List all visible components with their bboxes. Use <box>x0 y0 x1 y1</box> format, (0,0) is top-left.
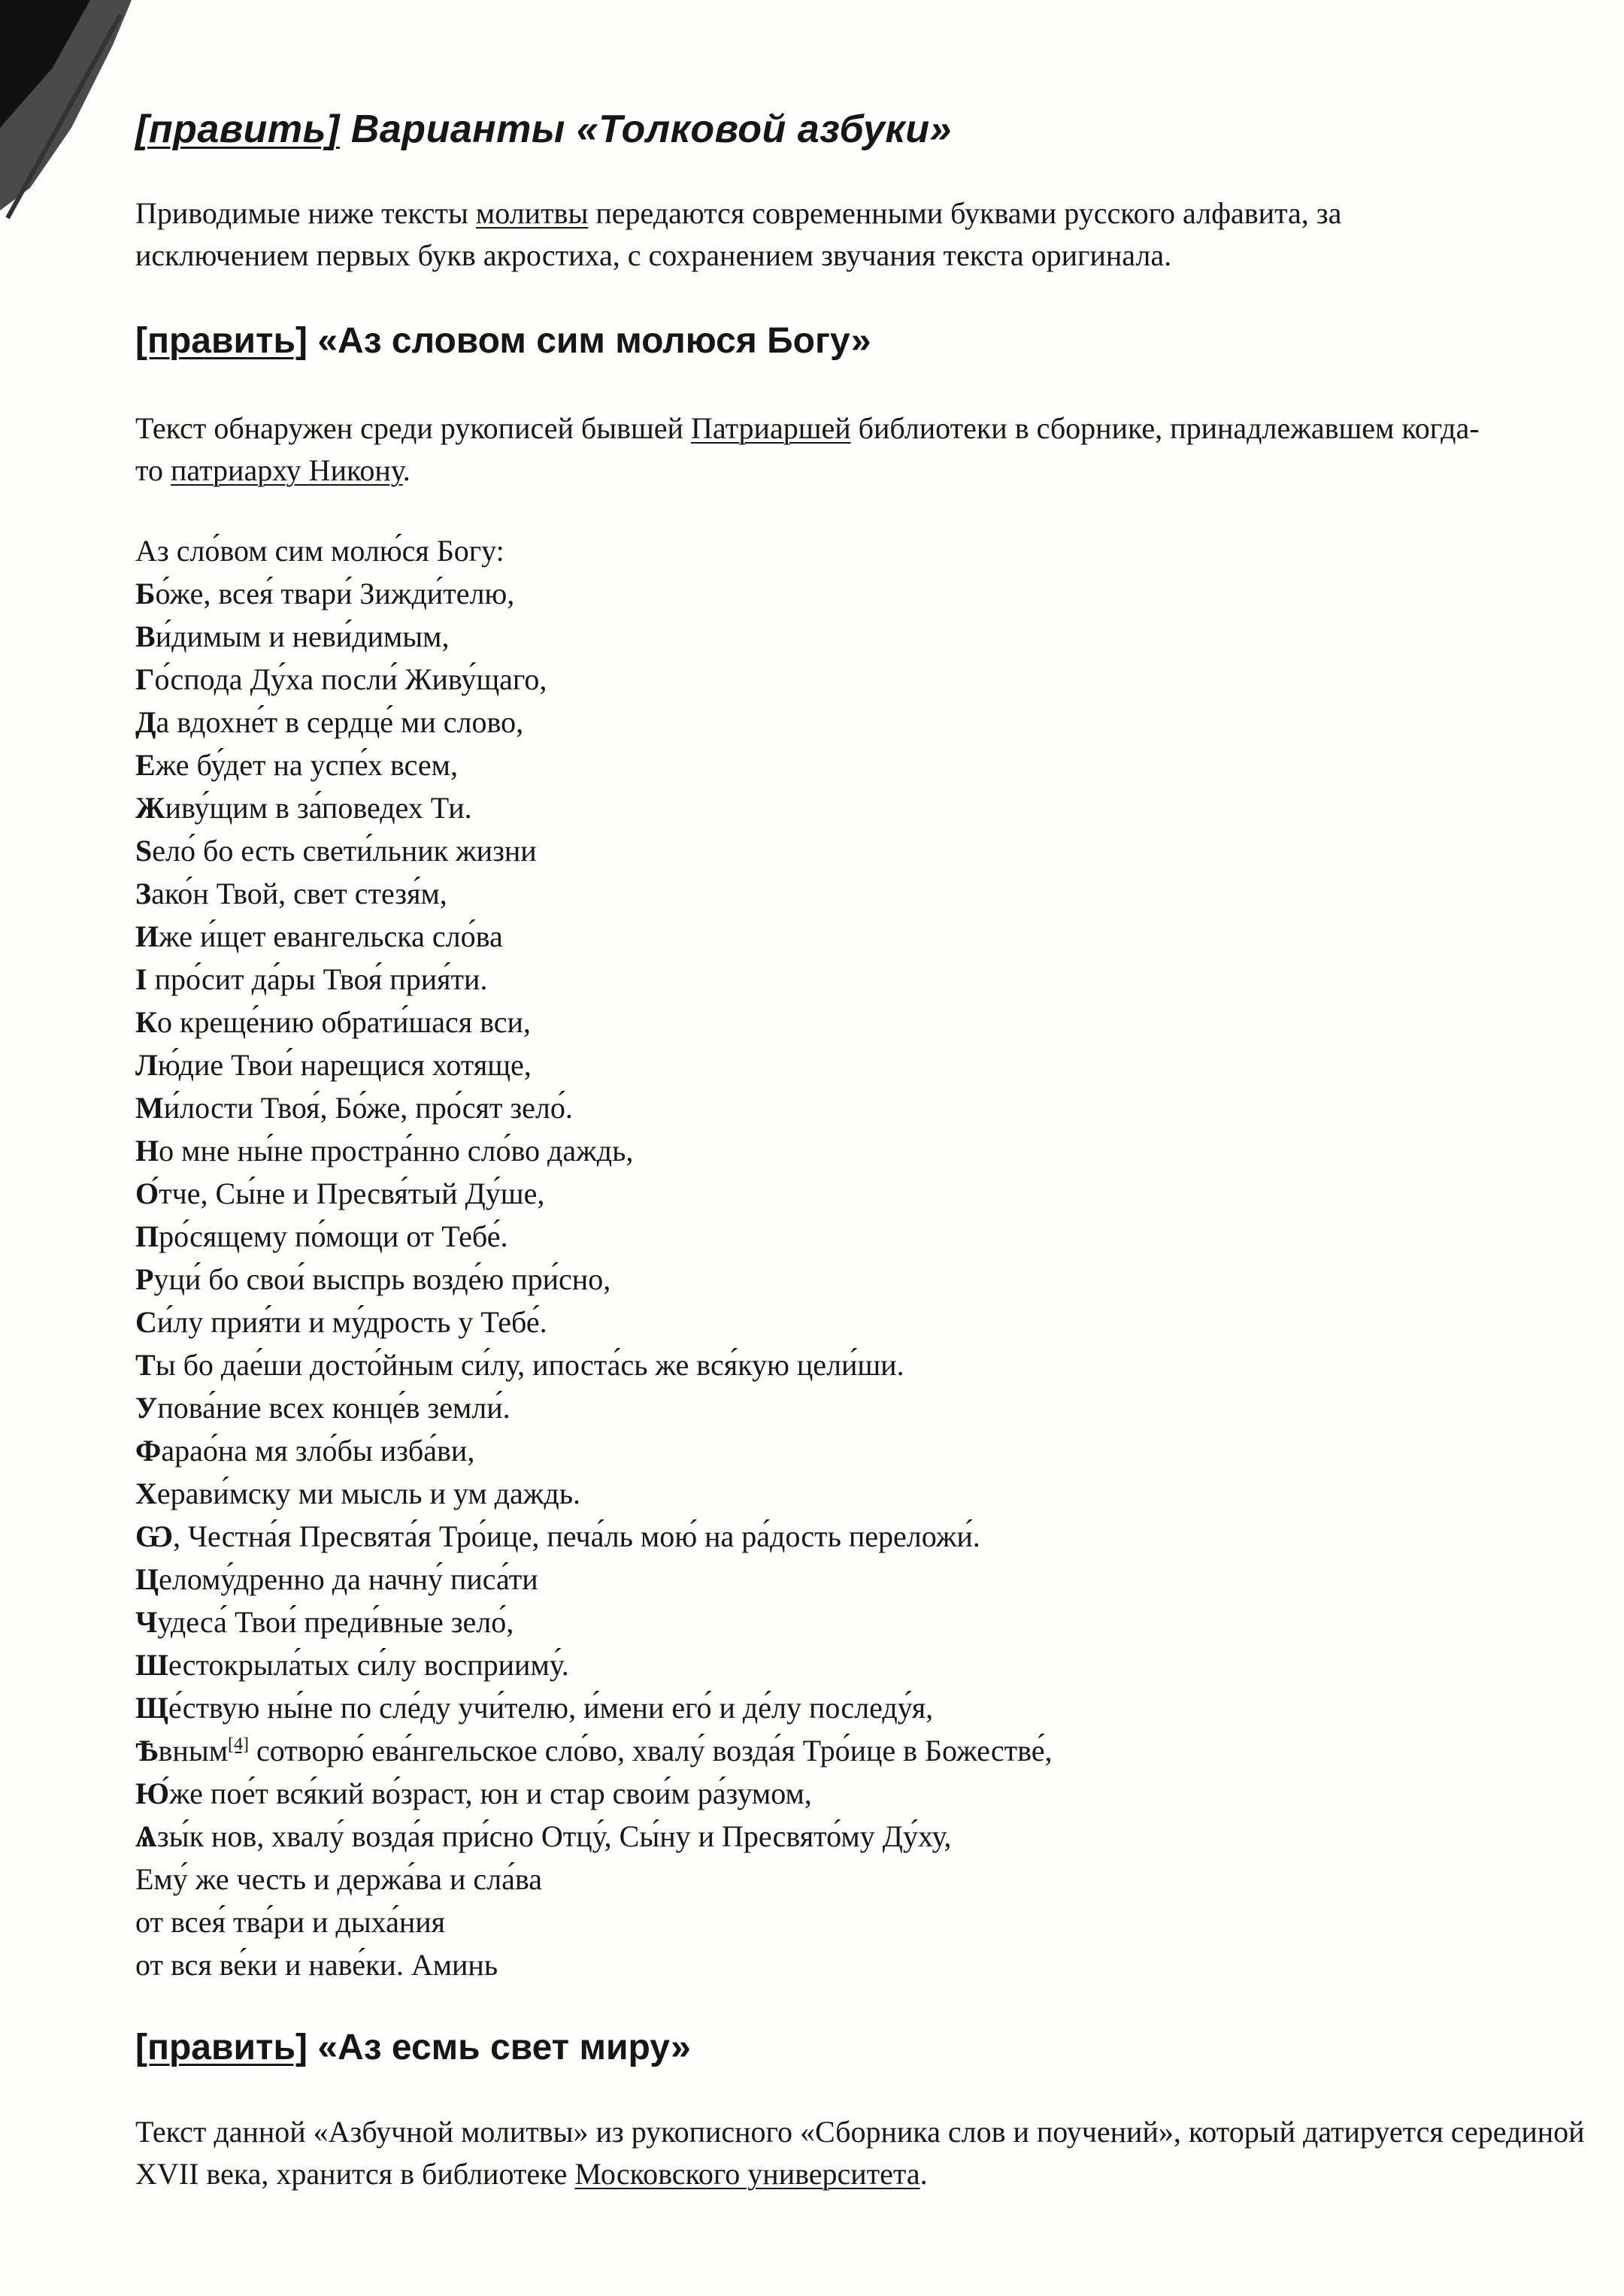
acrostic-initial: Ю <box>135 1777 170 1810</box>
acrostic-initial: Ѧ <box>135 1819 157 1853</box>
poem-line <box>135 1129 1594 1172</box>
acrostic-initial: Д <box>135 705 156 739</box>
poem-line <box>135 1043 1594 1086</box>
poem-line <box>135 1943 1594 1986</box>
poem-line-text: Ему́ же честь и держа́ва и сла́ва <box>135 1862 542 1896</box>
poem-line-text: уци́ бо свои́ выспрь возде́ю при́сно, <box>153 1262 611 1296</box>
poem-line <box>135 1515 1594 1558</box>
poem-line-text: , Честна́я Пресвята́я Тро́ице, печа́ль мою́ на ра́дость переложи́. <box>173 1519 980 1553</box>
acrostic-initial: I <box>135 962 147 996</box>
poem-line <box>135 786 1594 829</box>
acrostic-initial: М <box>135 1091 164 1125</box>
poem-line <box>135 829 1594 872</box>
poem-line <box>135 615 1594 658</box>
footnote-link[interactable]: [4] <box>228 1734 250 1755</box>
poem-line-text: ро́сящему по́мощи от Тебе́. <box>159 1219 508 1253</box>
edit-link[interactable]: [править] <box>135 108 340 151</box>
poem-line <box>135 872 1594 915</box>
poem-line-text: Аз сло́вом сим молю́ся Богу: <box>135 534 504 568</box>
poem-line <box>135 658 1594 701</box>
poem-line-text: о́спода Ду́ха посли́ Живу́щаго, <box>154 662 547 696</box>
poem-line <box>135 1343 1594 1386</box>
poem-line-text: ы бо дае́ши досто́йным си́лу, ипоста́сь же вся́кую цели́ши. <box>155 1348 904 1382</box>
poem-line <box>135 915 1594 958</box>
link-moscow-university[interactable]: Московского университета <box>574 2157 920 2191</box>
acrostic-initial: Н <box>135 1134 159 1168</box>
section3-text-end: . <box>920 2157 928 2191</box>
acrostic-initial: Х <box>135 1477 157 1510</box>
section-heading-variants <box>135 105 1594 153</box>
intro-text: Приводимые ниже тексты <box>135 196 476 230</box>
section2-text: Текст обнаружен среди рукописей бывшей <box>135 411 691 445</box>
acrostic-initial: И <box>135 919 159 953</box>
poem-line <box>135 1772 1594 1815</box>
acrostic-initial: Ч <box>135 1605 158 1639</box>
document-body <box>135 105 1594 2195</box>
intro-text-rest: передаются современными буквами русского алфавита, за исключением первых букв акростиха, с сохранением звучания текста оригинала. <box>135 196 1342 272</box>
acrostic-initial: Ф <box>135 1434 162 1468</box>
section2-paragraph <box>135 407 1481 492</box>
poem-line-text: и́лу прия́ти и му́дрость у Тебе́. <box>156 1305 547 1339</box>
acrostic-initial: Ц <box>135 1562 159 1596</box>
poem-line-text: от всея́ тва́ри и дыха́ния <box>135 1905 446 1939</box>
poem-line-text: а вдохне́т в сердце́ ми слово, <box>156 705 524 739</box>
acrostic-initial: Е <box>135 748 156 782</box>
acrostic-initial: Ж <box>135 791 165 825</box>
poem-line-text: же и́щет евангельска сло́ва <box>159 919 503 953</box>
section3-text: Текст данной «Азбучной молитвы» из рукописного «Сборника слов и поучений», который датируется серединой XVII века, хранится в библиотеке <box>135 2115 1585 2191</box>
poem-line-text: удеса́ Твои́ преди́вные зело́, <box>157 1605 514 1639</box>
link-patriarch-nikon[interactable]: патриарху Никону <box>170 453 403 487</box>
poem-line <box>135 1258 1594 1301</box>
poem-line-text: арао́на мя зло́бы изба́ви, <box>161 1434 475 1468</box>
poem-line <box>135 1301 1594 1343</box>
poem-line-text: вным <box>158 1734 229 1767</box>
poem-line-text: от вся ве́ки и наве́ки. Аминь <box>135 1948 498 1982</box>
poem-line <box>135 1558 1594 1601</box>
poem-line-text-rest: сотворю́ ева́нгельское сло́во, хвалу́ возда́я Тро́ице в Божестве́, <box>249 1734 1053 1767</box>
acrostic-initial: К <box>135 1005 158 1039</box>
poem-line-text: про́сит да́ры Твоя́ прия́ти. <box>147 962 488 996</box>
poem-line <box>135 529 1594 572</box>
acrostic-initial: Ѡ <box>135 1519 174 1553</box>
poem-line-text: зы́к нов, хвалу́ возда́я при́сно Отцу́, Сы́ну и Пресвято́му Ду́ху, <box>156 1819 952 1853</box>
link-patriarch-library[interactable]: Патриаршей <box>690 411 851 445</box>
acrostic-initial: Т <box>135 1348 156 1382</box>
acrostic-initial: Л <box>135 1048 158 1082</box>
acrostic-initial: Ѣ <box>135 1734 159 1767</box>
poem-line <box>135 1686 1594 1729</box>
poem-line <box>135 1815 1594 1858</box>
poem-line-text: пова́ние всех конце́в земли́. <box>157 1391 511 1425</box>
section2-text-mid: библиотеки в сборнике, принадлежавшем когда-то <box>135 411 1480 487</box>
poem-line-text: ́тче, Сы́не и Пресвя́тый Ду́ше, <box>159 1177 545 1210</box>
poem-line <box>135 1429 1594 1472</box>
poem-line-text: елому́дренно да начну́ писа́ти <box>159 1562 538 1596</box>
edit-link[interactable]: [править] <box>135 2028 308 2067</box>
acrostic-initial: О <box>135 1177 159 1210</box>
poem-line <box>135 1472 1594 1515</box>
poem-line-text: и́лости Твоя́, Бо́же, про́сят зело́. <box>163 1091 573 1125</box>
section2-text-end: . <box>402 453 411 487</box>
poem-line-text: ело́ бо есть свети́льник жизни <box>152 834 537 868</box>
poem-text <box>135 529 1594 1986</box>
poem-line-text: е́ствую ны́не по сле́ду учи́телю, и́мени его́ и де́лу последу́я, <box>168 1691 934 1725</box>
poem-line-text: о́же, всея́ твари́ Зижди́телю, <box>155 577 515 610</box>
poem-line-text: ерави́мску ми мысль и ум даждь. <box>156 1477 581 1510</box>
poem-line <box>135 701 1594 744</box>
poem-line <box>135 1858 1594 1901</box>
poem-line-text: ю́дие Твои́ нарещися хотяще, <box>157 1048 532 1082</box>
section-heading-az-esm <box>135 2025 1594 2070</box>
acrostic-initial: У <box>135 1391 158 1425</box>
link-prayer[interactable]: молитвы <box>475 196 589 230</box>
acrostic-initial: С <box>135 1305 157 1339</box>
poem-line <box>135 572 1594 615</box>
section3-paragraph <box>135 2111 1609 2195</box>
acrostic-initial: З <box>135 877 152 910</box>
poem-line <box>135 1386 1594 1429</box>
acrostic-initial: Щ <box>135 1691 168 1725</box>
poem-line <box>135 1001 1594 1043</box>
poem-line <box>135 1643 1594 1686</box>
section-heading-az-slovom <box>135 319 1594 364</box>
acrostic-initial: S <box>135 834 153 868</box>
poem-line-text: ако́н Твой, свет стезя́м, <box>151 877 447 910</box>
poem-line <box>135 1901 1594 1943</box>
poem-line <box>135 1601 1594 1643</box>
acrostic-initial: Ш <box>135 1648 168 1682</box>
poem-line-text: естокрыла́тых си́лу восприиму́. <box>168 1648 569 1682</box>
poem-line-text: же бу́дет на успе́х всем, <box>155 748 458 782</box>
poem-line-text: иву́щим в за́поведех Ти. <box>165 791 472 825</box>
poem-line <box>135 1215 1594 1258</box>
poem-line <box>135 744 1594 786</box>
poem-line <box>135 958 1594 1001</box>
poem-line-text: ́же пое́т вся́кий во́зраст, юн и стар свои́м ра́зумом, <box>169 1777 812 1810</box>
poem-line <box>135 1172 1594 1215</box>
heading-title: «Аз есмь свет миру» <box>317 2028 691 2067</box>
poem-line-text: и́димым и неви́димым, <box>155 619 450 653</box>
acrostic-initial: П <box>135 1219 159 1253</box>
heading-title: Варианты «Толковой азбуки» <box>350 108 952 151</box>
poem-line <box>135 1729 1594 1772</box>
poem-line <box>135 1086 1594 1129</box>
poem-line-text: о мне ны́не простра́нно сло́во даждь, <box>159 1134 634 1168</box>
intro-paragraph <box>135 192 1481 277</box>
acrostic-initial: В <box>135 619 156 653</box>
acrostic-initial: Р <box>135 1262 154 1296</box>
poem-line-text: о креще́нию обрати́шася вси, <box>157 1005 531 1039</box>
acrostic-initial: Г <box>135 662 155 696</box>
edit-link[interactable]: [править] <box>135 321 308 361</box>
acrostic-initial: Б <box>135 577 156 610</box>
heading-title: «Аз словом сим молюся Богу» <box>317 321 871 361</box>
